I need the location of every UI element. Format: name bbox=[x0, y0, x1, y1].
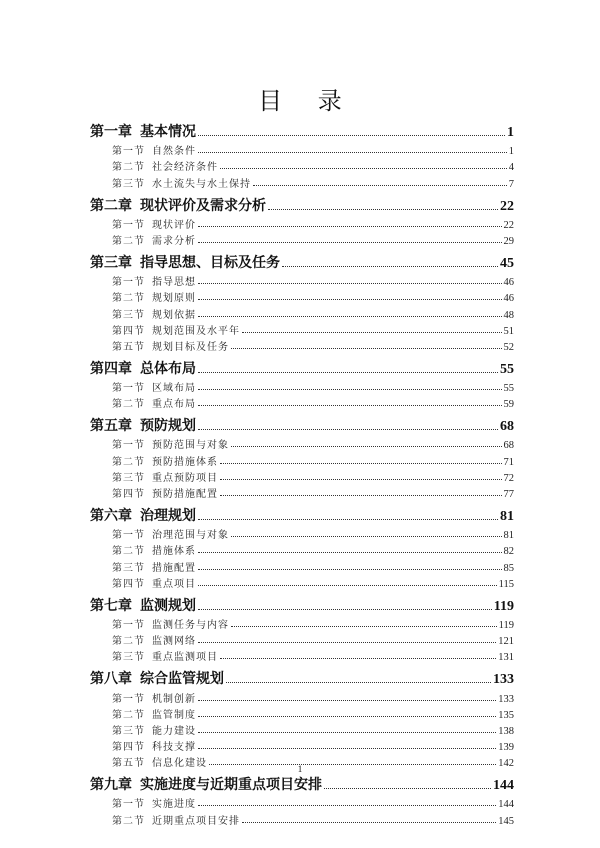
chapter-page-number: 144 bbox=[493, 778, 514, 794]
section-number: 第一节 bbox=[112, 277, 145, 289]
section-page-number: 72 bbox=[503, 472, 514, 484]
section-page-number: 7 bbox=[508, 178, 514, 190]
section-number: 第一节 bbox=[112, 440, 145, 452]
section-number: 第五节 bbox=[112, 758, 145, 770]
toc-entry-label bbox=[112, 812, 240, 827]
toc-entry-label bbox=[112, 158, 218, 173]
toc-section-entry[interactable] bbox=[90, 525, 514, 541]
section-page-number: 81 bbox=[503, 530, 514, 542]
section-page-number: 138 bbox=[498, 725, 514, 737]
section-title: 区域布局 bbox=[152, 383, 196, 395]
toc-entry-label bbox=[112, 322, 240, 337]
toc-section-entry[interactable] bbox=[90, 484, 514, 500]
section-page-number: 48 bbox=[503, 309, 514, 321]
section-title: 预防范围与对象 bbox=[152, 440, 229, 452]
chapter-page-number: 45 bbox=[500, 255, 514, 271]
toc-section-entry[interactable] bbox=[90, 705, 514, 721]
section-page-number: 71 bbox=[503, 456, 514, 468]
section-number: 第五节 bbox=[112, 341, 145, 353]
chapter-title: 预防规划 bbox=[140, 418, 196, 435]
section-page-number: 46 bbox=[503, 293, 514, 305]
page-number-footer: 1 bbox=[297, 764, 303, 774]
section-title: 社会经济条件 bbox=[152, 162, 218, 174]
chapter-number: 第二章 bbox=[90, 197, 132, 214]
section-page-number: 131 bbox=[498, 652, 514, 664]
toc-section-entry[interactable] bbox=[90, 721, 514, 737]
section-page-number: 145 bbox=[498, 815, 514, 827]
section-title: 监测任务与内容 bbox=[152, 619, 229, 631]
chapter-number: 第九章 bbox=[90, 777, 132, 794]
toc-entry-label bbox=[90, 505, 196, 525]
toc-entry-label bbox=[112, 795, 196, 810]
section-page-number: 119 bbox=[498, 619, 514, 631]
chapter-title: 现状评价及需求分析 bbox=[140, 197, 266, 214]
toc-section-entry[interactable] bbox=[90, 435, 514, 451]
toc-section-entry[interactable] bbox=[90, 631, 514, 647]
dot-leader bbox=[198, 519, 498, 520]
toc-section-entry[interactable] bbox=[90, 321, 514, 337]
toc-section-entry[interactable] bbox=[90, 337, 514, 353]
toc-section-entry[interactable] bbox=[90, 288, 514, 304]
section-title: 近期重点项目安排 bbox=[152, 815, 240, 827]
section-title: 规划依据 bbox=[152, 309, 196, 321]
section-page-number: 144 bbox=[498, 799, 514, 811]
section-page-number: 82 bbox=[503, 546, 514, 558]
section-title: 措施配置 bbox=[152, 562, 196, 574]
toc-entry-label bbox=[112, 632, 196, 647]
toc-section-entry[interactable] bbox=[90, 231, 514, 247]
dot-leader bbox=[198, 585, 497, 586]
section-number: 第四节 bbox=[112, 489, 145, 500]
toc-entry-label bbox=[112, 648, 218, 663]
toc-entry-label bbox=[90, 121, 196, 141]
chapter-title: 实施进度与近期重点项目安排 bbox=[140, 777, 322, 794]
section-page-number: 59 bbox=[503, 399, 514, 411]
toc-entry-label bbox=[112, 273, 196, 288]
toc-entry-label bbox=[90, 252, 280, 272]
section-number: 第三节 bbox=[112, 178, 145, 190]
toc-chapter-entry[interactable] bbox=[90, 247, 514, 272]
toc-section-entry[interactable] bbox=[90, 173, 514, 189]
toc-section-entry[interactable] bbox=[90, 215, 514, 231]
chapter-title: 指导思想、目标及任务 bbox=[140, 254, 280, 271]
dot-leader bbox=[198, 642, 496, 643]
chapter-number: 第三章 bbox=[90, 254, 132, 271]
section-number: 第四节 bbox=[112, 578, 145, 590]
section-number: 第三节 bbox=[112, 472, 145, 484]
section-number: 第一节 bbox=[112, 146, 145, 158]
dot-leader bbox=[324, 788, 491, 789]
section-number: 第一节 bbox=[112, 219, 145, 231]
toc-section-entry[interactable] bbox=[90, 451, 514, 467]
dot-leader bbox=[226, 682, 491, 683]
dot-leader bbox=[242, 332, 502, 333]
dot-leader bbox=[198, 748, 496, 749]
toc-chapter-entry[interactable] bbox=[90, 500, 514, 525]
dot-leader bbox=[242, 822, 496, 823]
section-page-number: 1 bbox=[508, 146, 514, 158]
chapter-title: 基本情况 bbox=[140, 124, 196, 140]
section-title: 实施进度 bbox=[152, 799, 196, 811]
section-page-number: 22 bbox=[503, 219, 514, 231]
toc-section-entry[interactable] bbox=[90, 737, 514, 753]
toc-section-entry[interactable] bbox=[90, 647, 514, 663]
toc-entry-label bbox=[112, 395, 196, 410]
toc-entry-label bbox=[112, 306, 196, 321]
section-page-number: 115 bbox=[498, 578, 514, 590]
section-number: 第二节 bbox=[112, 815, 145, 827]
chapter-page-number: 55 bbox=[500, 361, 514, 377]
toc-entry-label bbox=[90, 195, 266, 215]
section-number: 第一节 bbox=[112, 619, 145, 631]
section-page-number: 121 bbox=[498, 636, 514, 648]
dot-leader bbox=[220, 495, 502, 496]
section-page-number: 4 bbox=[508, 162, 514, 174]
dot-leader bbox=[231, 626, 497, 627]
toc-section-entry[interactable] bbox=[90, 557, 514, 573]
section-number: 第二节 bbox=[112, 636, 145, 648]
section-number: 第三节 bbox=[112, 309, 145, 321]
toc-entry-label bbox=[112, 738, 196, 753]
section-title: 能力建设 bbox=[152, 725, 196, 737]
chapter-title: 总体布局 bbox=[140, 360, 196, 377]
dot-leader bbox=[198, 135, 505, 136]
toc-entry-label bbox=[112, 436, 229, 451]
toc-entry-label bbox=[112, 575, 196, 590]
section-number: 第一节 bbox=[112, 530, 145, 542]
dot-leader bbox=[220, 463, 502, 464]
section-number: 第二节 bbox=[112, 235, 145, 247]
section-page-number: 46 bbox=[503, 277, 514, 289]
toc-entry-label bbox=[90, 415, 196, 435]
toc-entry-label bbox=[112, 469, 218, 484]
toc-section-entry[interactable] bbox=[90, 468, 514, 484]
toc-section-entry[interactable] bbox=[90, 615, 514, 631]
chapter-number: 第六章 bbox=[90, 508, 132, 524]
section-page-number: 85 bbox=[503, 562, 514, 574]
section-page-number: 133 bbox=[498, 693, 514, 705]
dot-leader bbox=[198, 242, 502, 243]
section-title: 预防措施配置 bbox=[152, 489, 218, 500]
toc-section-entry[interactable] bbox=[90, 141, 514, 157]
section-title: 预防措施体系 bbox=[152, 456, 218, 468]
toc-entry-label bbox=[112, 526, 229, 541]
section-title: 机制创新 bbox=[152, 693, 196, 705]
toc-section-entry[interactable] bbox=[90, 574, 514, 590]
section-title: 重点预防项目 bbox=[152, 472, 218, 484]
section-title: 措施体系 bbox=[152, 546, 196, 558]
section-number: 第四节 bbox=[112, 325, 145, 337]
section-title: 治理范围与对象 bbox=[152, 530, 229, 542]
section-number: 第二节 bbox=[112, 709, 145, 721]
dot-leader bbox=[198, 152, 507, 153]
section-title: 重点项目 bbox=[152, 578, 196, 590]
toc-section-entry[interactable] bbox=[90, 272, 514, 288]
dot-leader bbox=[198, 299, 502, 300]
chapter-title: 监测规划 bbox=[140, 597, 196, 614]
toc-entry-label bbox=[112, 722, 196, 737]
section-number: 第一节 bbox=[112, 799, 145, 811]
dot-leader bbox=[198, 609, 492, 610]
section-number: 第二节 bbox=[112, 546, 145, 558]
toc-section-entry[interactable] bbox=[90, 378, 514, 394]
chapter-page-number: 81 bbox=[500, 509, 514, 524]
toc-entry-label bbox=[112, 175, 251, 190]
dot-leader bbox=[198, 429, 498, 430]
section-page-number: 52 bbox=[503, 341, 514, 353]
toc-section-entry[interactable] bbox=[90, 157, 514, 173]
dot-leader bbox=[268, 209, 498, 210]
toc-entry-label bbox=[90, 595, 196, 615]
toc-section-entry[interactable] bbox=[90, 394, 514, 410]
dot-leader bbox=[220, 168, 507, 169]
toc-section-entry[interactable] bbox=[90, 688, 514, 704]
section-number: 第二节 bbox=[112, 162, 145, 174]
chapter-title: 治理规划 bbox=[140, 508, 196, 524]
toc-entry-label bbox=[90, 774, 322, 794]
section-number: 第四节 bbox=[112, 742, 145, 754]
toc-entry-label bbox=[112, 485, 218, 500]
dot-leader bbox=[198, 732, 496, 733]
chapter-number: 第八章 bbox=[90, 671, 132, 688]
chapter-page-number: 133 bbox=[493, 672, 514, 688]
toc-chapter-entry[interactable] bbox=[90, 116, 514, 141]
section-page-number: 55 bbox=[503, 383, 514, 395]
section-page-number: 139 bbox=[498, 742, 514, 754]
table-of-contents bbox=[90, 116, 514, 827]
chapter-number: 第一章 bbox=[90, 124, 132, 140]
dot-leader bbox=[198, 372, 498, 373]
chapter-title: 综合监管规划 bbox=[140, 671, 224, 688]
section-number: 第一节 bbox=[112, 383, 145, 395]
dot-leader bbox=[231, 446, 502, 447]
toc-chapter-entry[interactable] bbox=[90, 353, 514, 378]
section-title: 指导思想 bbox=[152, 277, 196, 289]
section-page-number: 77 bbox=[503, 489, 514, 500]
toc-entry-label bbox=[112, 453, 218, 468]
toc-entry-label bbox=[90, 358, 196, 378]
dot-leader bbox=[231, 348, 502, 349]
section-title: 水土流失与水土保持 bbox=[152, 178, 251, 190]
toc-chapter-entry[interactable] bbox=[90, 590, 514, 615]
dot-leader bbox=[198, 569, 502, 570]
section-page-number: 68 bbox=[503, 440, 514, 452]
dot-leader bbox=[198, 389, 502, 390]
section-page-number: 142 bbox=[498, 758, 514, 770]
dot-leader bbox=[253, 185, 507, 186]
dot-leader bbox=[220, 479, 502, 480]
toc-entry-label bbox=[112, 216, 196, 231]
toc-entry-label bbox=[112, 379, 196, 394]
chapter-page-number: 22 bbox=[500, 198, 514, 214]
dot-leader bbox=[198, 405, 502, 406]
toc-entry-label bbox=[112, 232, 196, 247]
section-title: 需求分析 bbox=[152, 235, 196, 247]
section-page-number: 29 bbox=[503, 235, 514, 247]
section-title: 规划目标及任务 bbox=[152, 341, 229, 353]
toc-entry-label bbox=[112, 289, 196, 304]
section-title: 监测网络 bbox=[152, 636, 196, 648]
toc-section-entry[interactable] bbox=[90, 304, 514, 320]
section-title: 自然条件 bbox=[152, 146, 196, 158]
chapter-page-number: 68 bbox=[500, 419, 514, 435]
toc-chapter-entry[interactable] bbox=[90, 663, 514, 688]
toc-entry-label bbox=[112, 559, 196, 574]
section-title: 规划范围及水平年 bbox=[152, 325, 240, 337]
chapter-number: 第七章 bbox=[90, 597, 132, 614]
dot-leader bbox=[198, 805, 496, 806]
toc-section-entry[interactable] bbox=[90, 810, 514, 826]
section-title: 重点布局 bbox=[152, 399, 196, 411]
toc-chapter-entry[interactable] bbox=[90, 190, 514, 215]
toc-entry-label bbox=[112, 142, 196, 157]
dot-leader bbox=[220, 658, 496, 659]
toc-entry-label bbox=[112, 542, 196, 557]
section-number: 第二节 bbox=[112, 456, 145, 468]
dot-leader bbox=[198, 226, 502, 227]
toc-entry-label bbox=[112, 338, 229, 353]
dot-leader bbox=[198, 552, 502, 553]
dot-leader bbox=[198, 316, 502, 317]
section-title: 规划原则 bbox=[152, 293, 196, 305]
toc-entry-label bbox=[112, 690, 196, 705]
dot-leader bbox=[231, 536, 502, 537]
section-number: 第二节 bbox=[112, 293, 145, 305]
dot-leader bbox=[198, 716, 496, 717]
toc-entry-label bbox=[112, 706, 196, 721]
section-number: 第一节 bbox=[112, 693, 145, 705]
dot-leader bbox=[198, 700, 496, 701]
toc-section-entry[interactable] bbox=[90, 541, 514, 557]
chapter-number: 第五章 bbox=[90, 418, 132, 435]
toc-chapter-entry[interactable] bbox=[90, 410, 514, 435]
chapter-page-number: 119 bbox=[493, 598, 514, 614]
section-number: 第二节 bbox=[112, 399, 145, 411]
section-title: 信息化建设 bbox=[152, 758, 207, 770]
dot-leader bbox=[282, 266, 498, 267]
page-title: 目 录 bbox=[258, 87, 356, 116]
section-number: 第三节 bbox=[112, 562, 145, 574]
section-number: 第三节 bbox=[112, 725, 145, 737]
toc-section-entry[interactable] bbox=[90, 794, 514, 810]
section-title: 监管制度 bbox=[152, 709, 196, 721]
toc-entry-label bbox=[112, 616, 229, 631]
section-title: 重点监测项目 bbox=[152, 652, 218, 664]
toc-entry-label bbox=[90, 668, 224, 688]
section-title: 科技支撑 bbox=[152, 742, 196, 754]
section-page-number: 51 bbox=[503, 325, 514, 337]
dot-leader bbox=[198, 283, 502, 284]
section-title: 现状评价 bbox=[152, 219, 196, 231]
section-page-number: 135 bbox=[498, 709, 514, 721]
chapter-number: 第四章 bbox=[90, 360, 132, 377]
chapter-page-number: 1 bbox=[507, 125, 514, 140]
section-number: 第三节 bbox=[112, 652, 145, 664]
